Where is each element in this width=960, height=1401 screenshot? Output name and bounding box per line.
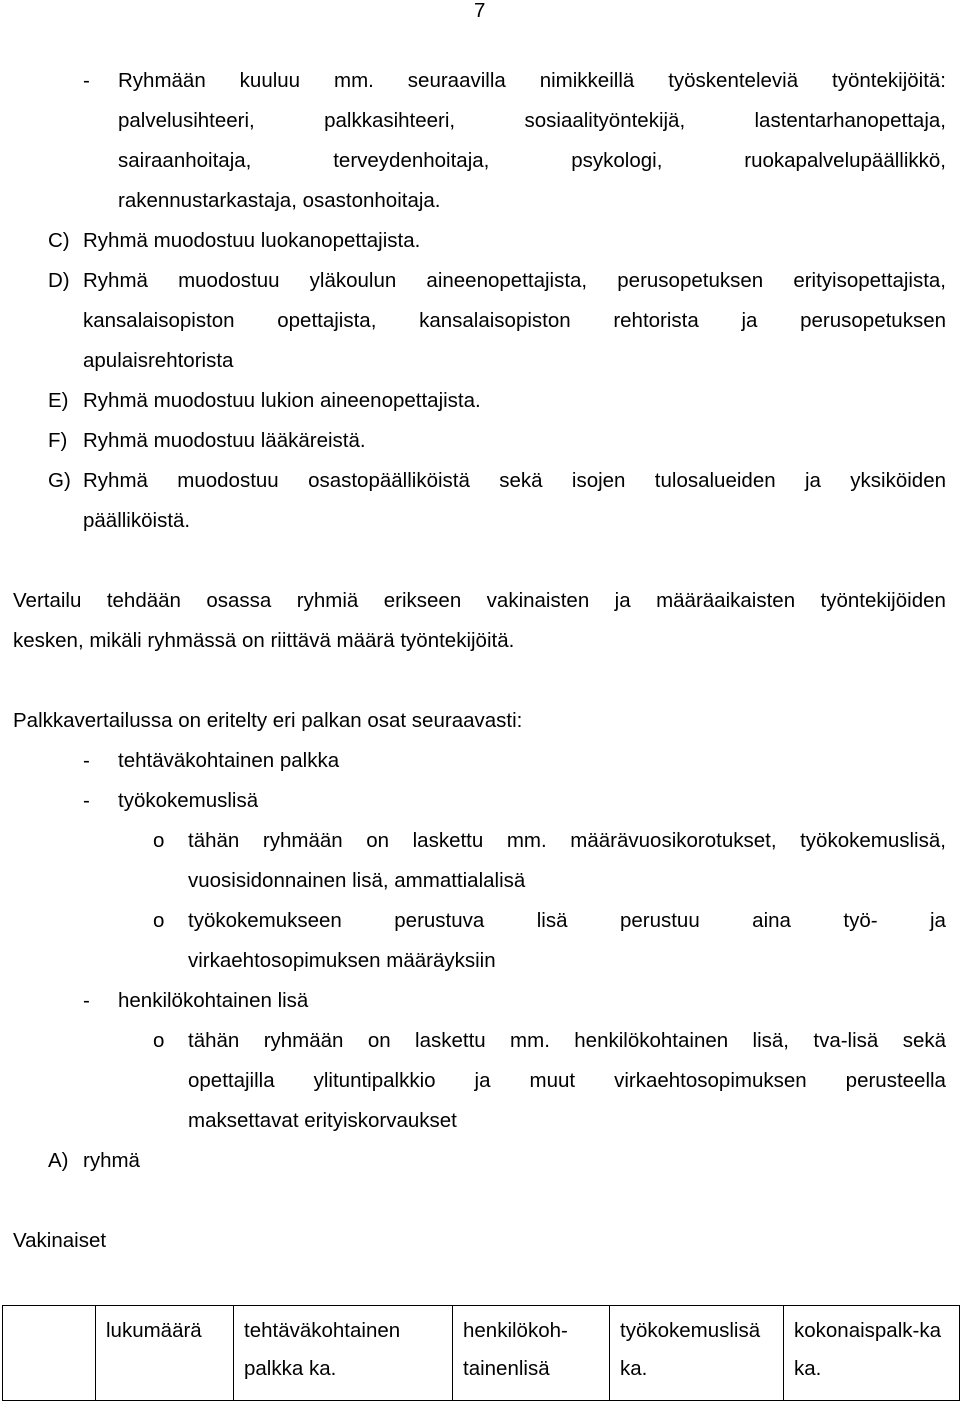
word: seuraavilla <box>407 69 506 92</box>
word: tähän <box>188 829 240 852</box>
word: ylituntipalkkio <box>313 1069 436 1092</box>
group-a-letter: A) <box>48 1149 69 1172</box>
word: osassa <box>206 589 272 612</box>
group-d-line-1 <box>83 269 946 293</box>
word: kansalaisopiston <box>419 309 571 332</box>
table-header-cell: työkokemuslisä ka. <box>610 1306 784 1401</box>
group-g-letter: G) <box>48 469 71 492</box>
word: henkilökohtainen <box>574 1029 729 1052</box>
salary-sub-3-line-2 <box>188 1069 946 1093</box>
word: muodostuu <box>177 469 279 492</box>
word: aina <box>752 909 791 932</box>
word: palkkasihteeri, <box>324 109 456 132</box>
word: mm. <box>506 829 547 852</box>
list-dash: - <box>83 749 90 772</box>
word: perusopetuksen <box>800 309 946 332</box>
word: osastopäälliköistä <box>308 469 470 492</box>
word: Ryhmään <box>118 69 206 92</box>
word: isojen <box>571 469 626 492</box>
word: ja <box>614 589 631 612</box>
group-f-text: Ryhmä muodostuu lääkäreistä. <box>83 429 366 452</box>
salary-sub-1-line-2: vuosisidonnainen lisä, ammattialalisä <box>188 869 526 892</box>
word: työkokemukseen <box>188 909 342 932</box>
salary-item-1: tehtäväkohtainen palkka <box>118 749 340 772</box>
word: sekä <box>499 469 543 492</box>
word: työkokemuslisä, <box>800 829 946 852</box>
word: tva-lisä <box>813 1029 879 1052</box>
word: perusteella <box>845 1069 946 1092</box>
word: ryhmään <box>262 829 343 852</box>
word: virkaehtosopimuksen <box>614 1069 807 1092</box>
table-header-cell: lukumäärä <box>96 1306 234 1401</box>
table-header-cell: kokonaispalk-ka ka. <box>784 1306 960 1401</box>
word: terveydenhoitaja, <box>333 149 490 172</box>
word: työskenteleviä <box>668 69 799 92</box>
word: palvelusihteeri, <box>118 109 255 132</box>
word: nimikkeillä <box>539 69 635 92</box>
group-g-line-1 <box>83 469 946 493</box>
salary-item-2: työkokemuslisä <box>118 789 259 812</box>
group-e-letter: E) <box>48 389 69 412</box>
intro-line-4: rakennustarkastaja, osastonhoitaja. <box>118 189 441 212</box>
salary-sub-1-line-1 <box>188 829 946 853</box>
comparison-line-1 <box>13 589 946 613</box>
list-dash: - <box>83 989 90 1012</box>
word: Ryhmä <box>83 269 148 292</box>
word: ja <box>804 469 821 492</box>
word: opettajista, <box>277 309 377 332</box>
word: määräaikaisten <box>656 589 796 612</box>
comparison-line-2: kesken, mikäli ryhmässä on riittävä määrä työntekijöitä. <box>13 629 515 652</box>
word: kansalaisopiston <box>83 309 235 332</box>
word: lisä, <box>752 1029 789 1052</box>
word: yläkoulun <box>309 269 397 292</box>
group-c-text: Ryhmä muodostuu luokanopettajista. <box>83 229 421 252</box>
word: ryhmiä <box>296 589 359 612</box>
word: lastentarhanopettaja, <box>754 109 946 132</box>
salary-sub-3-line-3: maksettavat erityiskorvaukset <box>188 1109 457 1132</box>
section-title: Vakinaiset <box>13 1229 107 1252</box>
word: määrävuosikorotukset, <box>570 829 777 852</box>
word: erikseen <box>383 589 462 612</box>
word: vakinaisten <box>486 589 590 612</box>
table-header-cell <box>3 1306 96 1401</box>
word: Vertailu <box>13 589 82 612</box>
group-d-line-2 <box>83 309 946 333</box>
word: työ- <box>843 909 878 932</box>
word: lisä <box>536 909 568 932</box>
word: ruokapalvelupäällikkö, <box>744 149 946 172</box>
word: perustuu <box>619 909 700 932</box>
salary-item-3: henkilökohtainen lisä <box>118 989 309 1012</box>
word: Ryhmä <box>83 469 148 492</box>
salary-sub-2-line-2: virkaehtosopimuksen määräyksiin <box>188 949 496 972</box>
group-e-text: Ryhmä muodostuu lukion aineenopettajista. <box>83 389 481 412</box>
intro-line-2 <box>118 109 946 133</box>
word: perusopetuksen <box>617 269 764 292</box>
word: on <box>366 829 390 852</box>
intro-line-1 <box>118 69 946 93</box>
word: on <box>367 1029 391 1052</box>
word: muodostuu <box>178 269 280 292</box>
word: ja <box>474 1069 491 1092</box>
salary-sub-3-line-1 <box>188 1029 946 1053</box>
group-f-letter: F) <box>48 429 68 452</box>
salary-heading: Palkkavertailussa on eritelty eri palkan osat seuraavasti: <box>13 709 523 732</box>
list-dash: - <box>83 789 90 812</box>
word: työntekijöiden <box>820 589 946 612</box>
word: erityisopettajista, <box>793 269 946 292</box>
salary-sub-2-line-1 <box>188 909 946 933</box>
word: mm. <box>334 69 374 92</box>
group-d-letter: D) <box>48 269 70 292</box>
sub-bullet: o <box>153 1029 165 1052</box>
word: ja <box>741 309 758 332</box>
group-c-letter: C) <box>48 229 70 252</box>
group-a-text: ryhmä <box>83 1149 140 1172</box>
word: tehdään <box>106 589 181 612</box>
word: rehtorista <box>613 309 699 332</box>
word: opettajilla <box>188 1069 275 1092</box>
word: aineenopettajista, <box>426 269 588 292</box>
word: kuuluu <box>239 69 301 92</box>
intro-line-3 <box>118 149 946 173</box>
page-number: 7 <box>474 0 486 22</box>
group-d-line-3: apulaisrehtorista <box>83 349 234 372</box>
word: ryhmään <box>263 1029 344 1052</box>
word: psykologi, <box>571 149 663 172</box>
table-header-cell: tehtäväkohtainen palkka ka. <box>234 1306 453 1401</box>
sub-bullet: o <box>153 829 165 852</box>
word: ja <box>930 909 946 932</box>
group-g-line-2: päälliköistä. <box>83 509 191 532</box>
word: laskettu <box>412 829 484 852</box>
word: mm. <box>510 1029 550 1052</box>
table-header-cell: henkilökoh-tainenlisä <box>453 1306 610 1401</box>
word: sosiaalityöntekijä, <box>524 109 686 132</box>
word: laskettu <box>415 1029 486 1052</box>
list-dash: - <box>83 69 90 92</box>
table-header-row <box>3 1306 960 1401</box>
word: tähän <box>188 1029 240 1052</box>
word: yksiköiden <box>850 469 946 492</box>
word: perustuva <box>394 909 485 932</box>
word: sairaanhoitaja, <box>118 149 252 172</box>
data-table <box>2 1305 960 1401</box>
word: sekä <box>902 1029 946 1052</box>
sub-bullet: o <box>153 909 165 932</box>
word: työntekijöitä: <box>832 69 946 92</box>
word: muut <box>529 1069 576 1092</box>
word: tulosalueiden <box>654 469 776 492</box>
